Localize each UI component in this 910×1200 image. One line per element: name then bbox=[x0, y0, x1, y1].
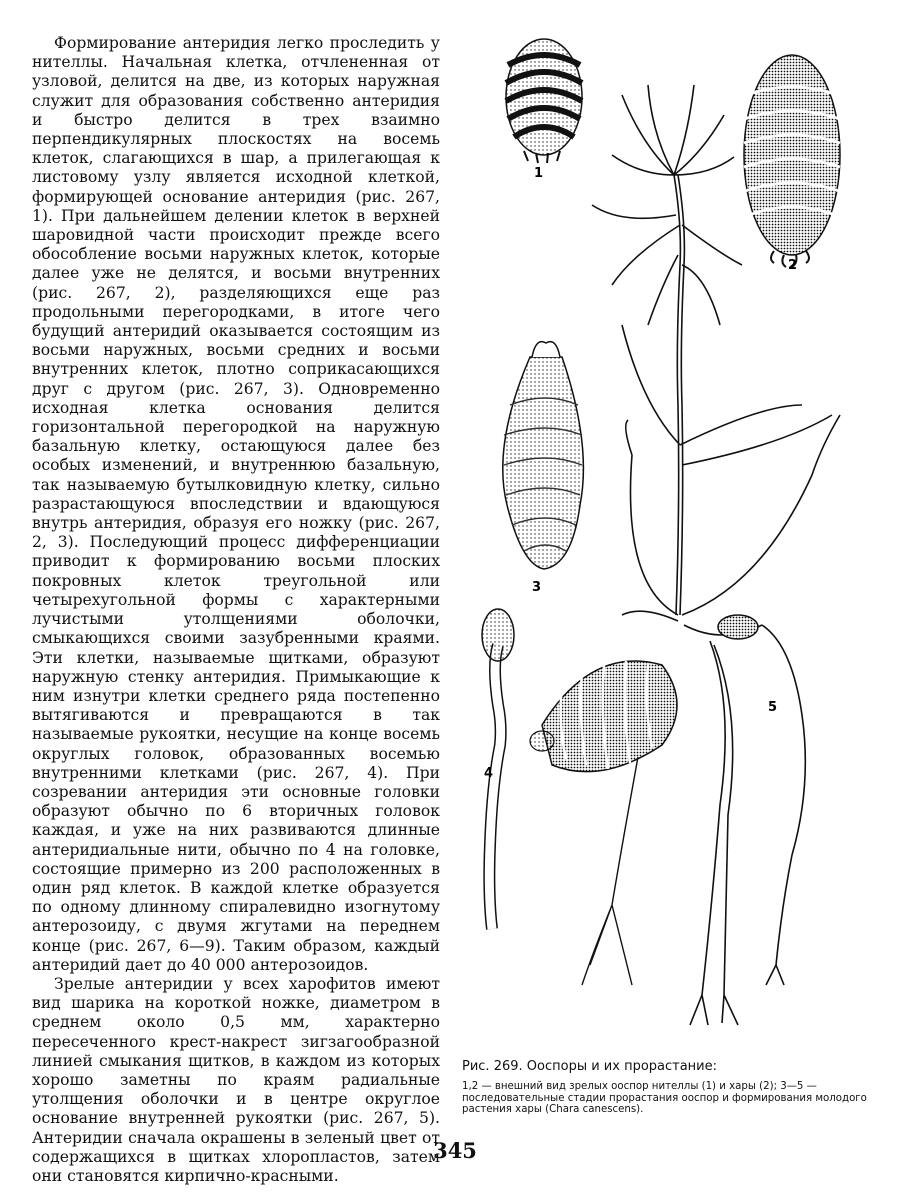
page-number: 345 bbox=[433, 1138, 477, 1163]
oospore-3-drawing bbox=[503, 342, 584, 569]
stage-5-oospore bbox=[718, 615, 758, 639]
oospore-4-drawing bbox=[482, 609, 677, 985]
figure-svg bbox=[462, 25, 902, 1055]
figure-label-4: 4 bbox=[484, 766, 494, 781]
figure-269-illustration bbox=[462, 25, 902, 1055]
paragraph-1: Формирование антеридия легко проследить у нителлы. Начальная клетка, отчлененная от узловой, делится на две, из которых наружная служит для образования собственно антеридия и быстро делится в трех взаимно перпендикулярных плоскостях на восемь клеток, слагающихся в шар, а прилегающая к листовому узлу является исходной клеткой, формирующей основание антеридия (рис. 267, 1). При дальнейшем делении клеток в верхней шаровидной части происходит прежде всего обособление восьми наружных клеток, которые далее уже не делятся, и восьми внутренних (рис. 267, 2), разделяющихся еще раз продольными перегородками, в итоге чего будущий антеридий оказывается состоящим из восьми наружных, восьми средних и восьми внутренних клеток, плотно соприкасающихся друг с другом (рис. 267, 3). Одновременно исходная клетка основания делится горизонтальной перегородкой на наружную базальную клетку, остающуюся далее без особых изменений, и внутреннюю базальную, так называемую бутылковидную клетку, сильно разрастающуюся впоследствии и вдающуюся внутрь антеридия, образуя его ножку (рис. 267, 2, 3). Последующий процесс дифференциации приводит к формированию восьми плоских покровных клеток треугольной или четырехугольной формы с характерными лучистыми утолщениями оболочки, смыкающихся своими зазубренными краями. Эти клетки, называемые щитками, образуют наружную стенку антеридия. Примыкающие к ним изнутри клетки среднего ряда постепенно вытягиваются и превращаются в так называемые рукоятки, несущие на конце восемь округлых головок, образованных восемью внутренними клетками (рис. 267, 4). При созревании антеридия эти основные головки образуют обычно по 6 вторичных головок каждая, и уже на них развиваются длинные антеридиальные нити, обычно по 4 на головке, состоящие примерно из 200 расположенных в один ряд клеток. В каждой клетке образуется по одному длинному спиралевидно изогнутому антерозоиду, с двумя жгутами на переднем конце (рис. 267, 6—9). Таким образом, каждый антеридий дает до 40 000 антерозоидов. bbox=[32, 34, 440, 974]
figure-label-3: 3 bbox=[532, 580, 542, 595]
paragraph-2: Зрелые антеридии у всех харофитов имеют вид шарика на короткой ножке, диаметром в среднем около 0,5 мм, характерно пересеченного крест-накрест зигзагообразной линией смыкания щитков, в каждом из которых хорошо заметны по краям радиальные утолщения оболочки и в центре округлое основание внутренней рукоятки (рис. 267, 5). Антеридии сначала окрашены в зеленый цвет от содержащихся в щитках хлоропластов, затем они становятся кирпично-красными. bbox=[32, 974, 440, 1185]
oospore-2-drawing bbox=[744, 55, 840, 267]
figure-label-5: 5 bbox=[768, 700, 778, 715]
figure-caption bbox=[462, 1058, 894, 1116]
caption-body: 1,2 — внешний вид зрелых ооспор нителлы (1) и хары (2); 3—5 — последовательные стадии прорастания ооспор и формирования молодого растения хары (Chara canescens). bbox=[462, 1081, 867, 1115]
figure-label-2: 2 bbox=[788, 258, 798, 273]
figure-label-1: 1 bbox=[534, 166, 544, 181]
oospore-1-drawing bbox=[506, 39, 582, 163]
main-text-column bbox=[32, 34, 440, 1186]
caption-title: Рис. 269. Ооспоры и их прорастание: bbox=[462, 1059, 718, 1074]
